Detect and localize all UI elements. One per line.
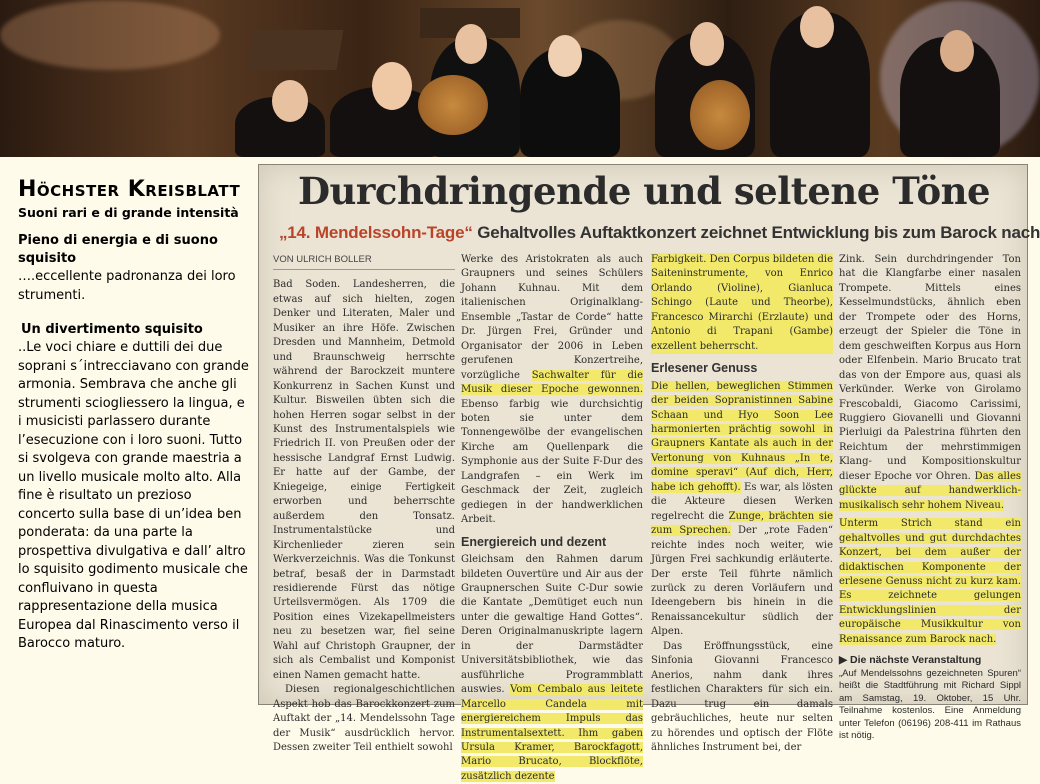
column-3-highlight-3: Zunge, brächten sie zum Sprechen. [651, 510, 833, 537]
concert-photo [0, 0, 1040, 157]
subheadline-rest: Gehaltvolles Auftaktkonzert zeichnet Entwicklung bis zum Barock nach [472, 223, 1040, 242]
column-2-text-a: Werke des Aristokraten als auch Graupners und seines Schülers Johann Kuhnau. Mit dem italienischen Originalklang-Ensemble „Tastar de Corde“ hatte Dr. Jürgen Frei, Gründer und Organisator der 2006 in Leben gerufenen Konzertreihe, vorzügliche [461, 254, 643, 381]
newspaper-name: Höchster Kreisblatt [18, 177, 241, 202]
tagline: Suoni rari e di grande intensità [18, 205, 239, 220]
column-3-highlight-1: Farbigkeit. Den Corpus bildeten die Saiteninstrumente, von Enrico Orlando (Violine), Gianluca Schingo (Laute und Theorbe), Francesco Mirarchi (Erzlaute) und Antonio di Trapani (Gambe) exzellent beherrscht. [651, 253, 833, 354]
byline: VON ULRICH BOLLER [273, 253, 455, 270]
section2-title: Un divertimento squisito [21, 322, 203, 337]
column-3-text-c: Das Eröffnungsstück, eine Sinfonia Giovanni Francesco Anerios, nahm dank ihres festlichen Charakters für sich ein. Dazu trug ein damals gebräuchliches, heute nur selten zu hörendes und optisch der Flöte ähnliches Instrument bei, der [651, 640, 833, 753]
next-event-title: ▶ Die nächste Veranstaltung [839, 654, 982, 667]
article-subheadline [279, 223, 1040, 243]
column-3-text-a: Es war, als lösten die Akteure diesen Werken regelrecht die [651, 481, 833, 522]
column-4-highlight-2: Unterm Strich stand ein gehaltvolles und gut durchdachtes Konzert, bei dem außer der didaktischen Komponente der erlesene Genuss nicht zu kurz kam. Es zeichnete gelungen Entwicklungslinien der europäische Musikkultur von Renaissance zum Barock nach. [839, 518, 1021, 645]
column-1-text-b: Diesen regionalgeschichtlichen Aspekt hob das Barockkonzert zum Auftakt der „14. Mendelssohn Tage der Musik“ ausdrücklich hervor. Dessen zweiter Teil enthielt sowohl [273, 684, 455, 753]
article-headline: Durchdringende und seltene Töne [297, 169, 991, 213]
column-2-text-c: Gleichsam den Rahmen darum bildeten Ouvertüre und Air aus der Graupnerschen Suite C-Dur sowie die Kantate „Demütiget euch nun unter die gewaltige Hand Gottes“. Deren Originalmanuskripte lagern in der Darmstädter Universitätsbibliothek, wie das ausführliche Programmblatt auswies. [461, 554, 643, 696]
section1-text: ….eccellente padronanza dei loro strumenti. [18, 269, 236, 303]
column-2-highlight-2: Vom Cembalo aus leitete Marcello Candela mit energiereichem Impuls das Instrumentalsextett. Ihm gaben Ursula Kramer, Barockfagott, Mario Brucato, Blockflöte, zusätzlich dezente [461, 684, 644, 782]
column-4-highlight-1: Das alles glückte auf handwerklich-musikalisch sehr hohem Niveau. [839, 470, 1021, 511]
column-2-subheading: Energiereich und dezent [461, 534, 607, 549]
column-3-subheading: Erlesener Genuss [651, 361, 758, 376]
column-2-highlight-1: Sachwalter für die Musik dieser Epoche gewonnen. [461, 369, 643, 396]
newspaper-clipping [258, 164, 1040, 782]
column-3-highlight-2: Die hellen, beweglichen Stimmen der beiden Sopranistinnen Sabine Schaan und Hyo Soon Lee harmonierten prächtig sowohl in Graupners Kantate als auch in der Vertonung von Kuhnaus „In te, domine speravi“ (Auf dich, Herr, habe ich gehofft). [651, 380, 833, 493]
section2-text: ..Le voci chiare e duttili dei due soprani s´intrecciavano con grande armonia. Sembrava che anche gli strumenti sciogliessero la lingua, e i musicisti parlassero durante l’esecuzione con i loro suoni. Tutto si svolgeva con grande maestria a un livello musicale molto alto. Alla fine è risultato un prezioso concerto sulla base di un’idea ben ponderata: da una parte la prospettiva divulgativa e dall’ altro lo squisito godimento musicale che confluivano in questa rappresentazione della musica Europea dal Rinascimento verso il Barocco maturo. [18, 340, 249, 651]
column-2-text-b: Ebenso farbig wie durchsichtig boten sie unter dem Tonnengewölbe der evangelischen Kirche am Quellenpark die Symphonie aus der Suite F-Dur des Landgrafen – ein Werk im Geschmack der Zeit, zugleich gediegen in der handwerklichen Arbeit. [461, 398, 643, 526]
column-4-text-a: Zink. Sein durchdringender Ton hat die Klangfarbe einer nasalen Trompete. Mittels eines Kesselmundstücks, ähnlich eben der Trompete oder des Horns, erzeugt der Spieler die Töne in dem geschweiften Korpus aus Horn oder Elfenbein. Mario Brucato trat das von der Empore aus, quasi als Verkünder. Werke von Girolamo Frescobaldi, Giacomo Carissimi, Ruggiero Giovanelli und Giovanni Pierluigi da Palestrina führten den Reichtum der mehrstimmigen Klang- und Kompositionskultur dieser Epoche vor Ohren. [839, 254, 1021, 482]
article-column-3 [651, 253, 833, 755]
article-column-2 [461, 253, 643, 784]
section1-title: Pieno di energia e di suono squisito [18, 233, 218, 266]
article-column-1 [273, 253, 455, 755]
next-event-text: „Auf Mendelssohns gezeichneten Spuren“ heißt die Stadtführung mit Richard Sippl am Samstag, 19. Oktober, 15 Uhr. Teilnahme kostenlos. Eine Anmeldung unter Telefon (06196) 208-411 im Rathaus ist nötig. [839, 667, 1021, 742]
column-1-text: Bad Soden. Landesherren, die etwas auf sich hielten, zogen Denker und Literaten, Maler und Musiker an ihre Höfe. Zwischen Dresden und Mannheim, Detmold und Braunschweig herrschte während der Barockzeit muntere Konkurrenz in Sachen Kunst und Kultur. Bisweilen übten sich die hohen Herren sogar selbst in der Kunst des Instrumentalspiels wie Friedrich II. von Preußen oder der hessische Landgraf Ernst Ludwig. Er hatte auf der Gambe, der Kniegeige, einige Fertigkeit erworben und beherrschte außerdem den Tonsatz. Instrumentalstücke und Kirchenlieder zieren sein Werkverzeichnis. Was die Tonkunst betraf, besaß der in Darmstadt residierende Fürst das nötige Urteilsvermögen. Als 1709 die Position eines Vizekapellmeisters neu zu besetzen war, fiel seine Wahl auf Christoph Graupner, der sich als Cembalist und Komponist einen Namen gemacht hatte. [273, 279, 455, 681]
subheadline-quote: „14. Mendelssohn-Tage“ [279, 223, 473, 242]
summary-panel [18, 176, 250, 654]
article-column-4 [839, 253, 1021, 743]
column-3-text-b: Der „rote Faden“ reichte indes noch weiter, wie Jürgen Frei sachkundig erläuterte. Der erste Teil führte nämlich zurück zu deren Vorläufern und Ideengebern bis hinein in die Renaissancekultur südlich der Alpen. [651, 525, 833, 638]
